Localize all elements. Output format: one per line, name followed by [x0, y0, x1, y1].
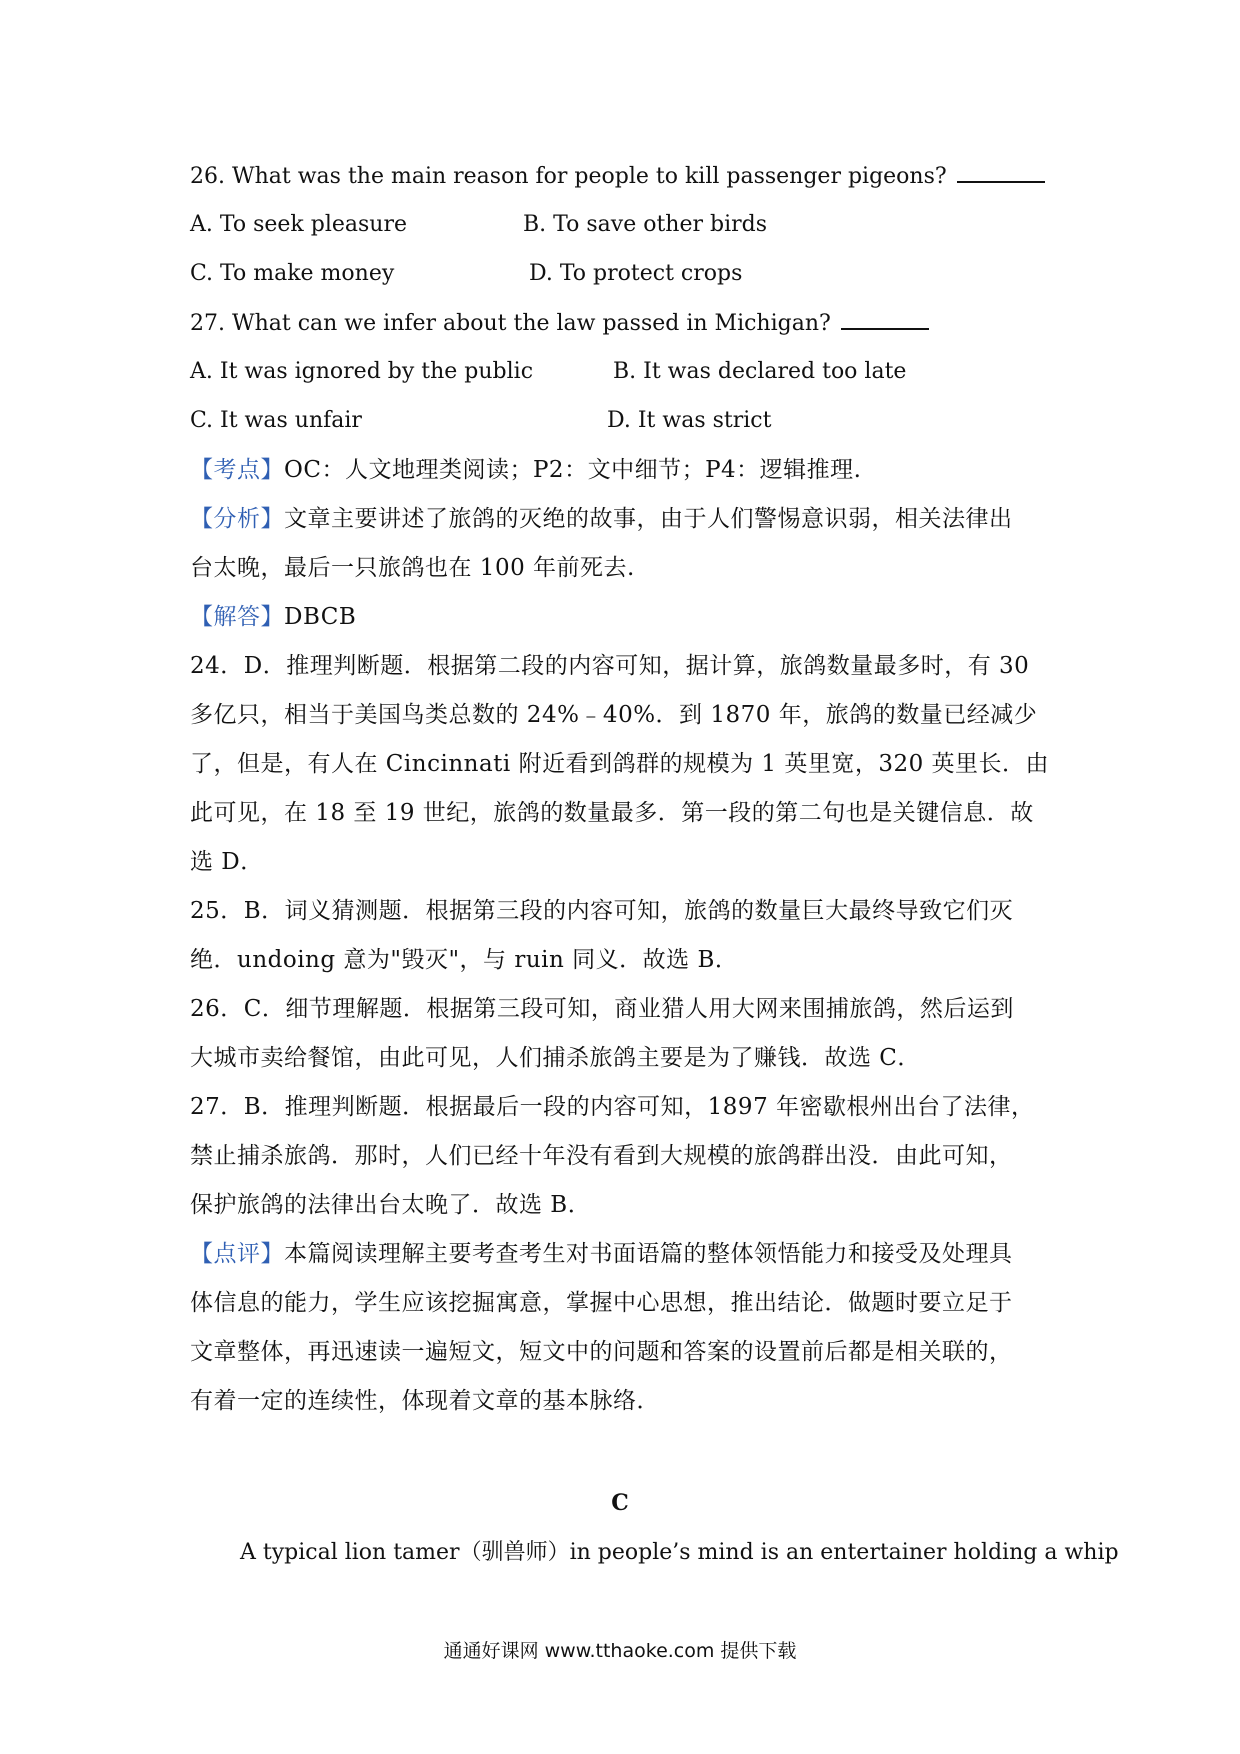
section-title: C — [611, 1490, 629, 1516]
dianping-text-1: 本篇阅读理解主要考查考生对书面语篇的整体领悟能力和接受及处理具 — [284, 1241, 1013, 1267]
question-26-text: 26. What was the main reason for people to kill passenger pigeons? — [190, 164, 947, 189]
q27-option-b: B. It was declared too late — [613, 359, 907, 384]
q27-option-a: A. It was ignored by the public — [190, 359, 534, 384]
answer-blank — [841, 308, 929, 330]
dianping-line: 有着一定的连续性，体现着文章的基本脉络． — [190, 1388, 660, 1414]
q27-option-d: D. It was strict — [607, 408, 772, 433]
dianping-line: 体信息的能力，学生应该挖掘寓意，掌握中心思想，推出结论．做题时要立足于 — [190, 1290, 1013, 1316]
dianping-line-1 — [190, 1239, 1013, 1269]
explanation-24-line: 多亿只，相当于美国鸟类总数的 24%﹣40%．到 1870 年，旅鸽的数量已经减少 — [190, 702, 1038, 728]
page-footer: 通通好课网 www.tthaoke.com 提供下载 — [443, 1640, 797, 1662]
dianping-tag: 【点评】 — [190, 1241, 284, 1267]
question-27 — [190, 308, 929, 339]
dianping-line: 文章整体，再迅速读一遍短文，短文中的问题和答案的设置前后都是相关联的， — [190, 1339, 1013, 1365]
fenxi-tag: 【分析】 — [190, 506, 284, 532]
jieda-tag: 【解答】 — [190, 604, 284, 630]
jieda-line — [190, 602, 356, 632]
explanation-27-line: 27．B．推理判断题．根据最后一段的内容可知，1897 年密歇根州出台了法律， — [190, 1094, 1035, 1120]
explanation-27-line: 保护旅鸽的法律出台太晚了．故选 B． — [190, 1192, 592, 1218]
q27-option-c: C. It was unfair — [190, 408, 362, 433]
fenxi-text-1: 文章主要讲述了旅鸽的灭绝的故事，由于人们警惕意识弱，相关法律出 — [284, 506, 1013, 532]
explanation-24-line: 选 D． — [190, 849, 264, 875]
passage-first-line: A typical lion tamer（驯兽师）in people’s mind is an entertainer holding a whip — [240, 1540, 1119, 1565]
explanation-26-line: 大城市卖给餐馆，由此可见，人们捕杀旅鸽主要是为了赚钱．故选 C． — [190, 1045, 921, 1071]
explanation-24-line: 此可见，在 18 至 19 世纪，旅鸽的数量最多．第一段的第二句也是关键信息．故 — [190, 800, 1034, 826]
kaodian-text: OC：人文地理类阅读；P2：文中细节；P4：逻辑推理. — [284, 457, 862, 483]
q26-option-c: C. To make money — [190, 261, 395, 286]
jieda-text: DBCB — [284, 604, 357, 630]
q26-option-b: B. To save other birds — [523, 212, 767, 237]
explanation-27-line: 禁止捕杀旅鸽．那时，人们已经十年没有看到大规模的旅鸽群出没．由此可知， — [190, 1143, 1013, 1169]
explanation-26-line: 26．C．细节理解题．根据第三段可知，商业猎人用大网来围捕旅鸽，然后运到 — [190, 996, 1014, 1022]
question-27-text: 27. What can we infer about the law passed in Michigan? — [190, 311, 831, 336]
kaodian-tag: 【考点】 — [190, 457, 284, 483]
q26-option-a: A. To seek pleasure — [190, 212, 407, 237]
explanation-24-line: 24．D．推理判断题．根据第二段的内容可知，据计算，旅鸽数量最多时，有 30 — [190, 653, 1030, 679]
explanation-25-line: 绝．undoing 意为"毁灭"，与 ruin 同义．故选 B． — [190, 947, 739, 973]
fenxi-line-2: 台太晚，最后一只旅鸽也在 100 年前死去. — [190, 555, 635, 581]
fenxi-line-1 — [190, 504, 1013, 534]
q26-option-d: D. To protect crops — [529, 261, 743, 286]
explanation-25-line: 25．B．词义猜测题．根据第三段的内容可知，旅鸽的数量巨大最终导致它们灭 — [190, 898, 1014, 924]
explanation-24-line: 了，但是，有人在 Cincinnati 附近看到鸽群的规模为 1 英里宽，320 英里长．由 — [190, 751, 1050, 777]
kaodian-line — [190, 455, 861, 485]
question-26 — [190, 161, 1045, 192]
answer-blank — [957, 161, 1045, 183]
